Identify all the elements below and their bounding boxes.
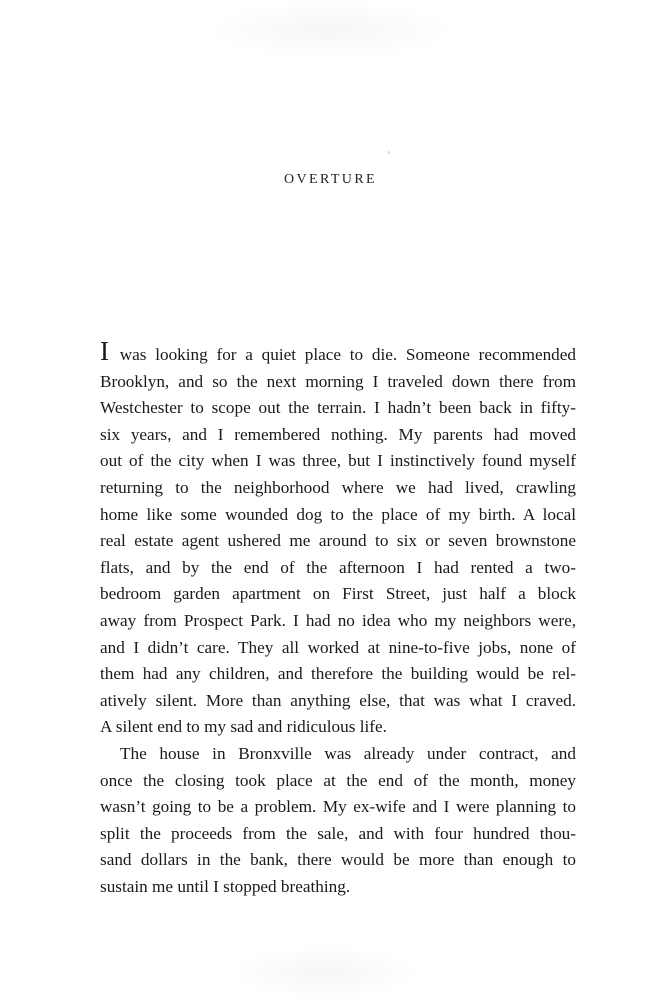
paragraph xyxy=(100,741,576,901)
scan-smudge-bottom xyxy=(230,945,420,1000)
text-line: The house in Bronxville was already under contract, and xyxy=(120,743,576,763)
text-line: flats, and by the end of the afternoon I had rented a two- xyxy=(100,557,576,577)
text-line: six years, and I remembered nothing. My parents had moved xyxy=(100,424,576,444)
chapter-title: OVERTURE xyxy=(283,172,378,187)
body-text xyxy=(100,336,576,900)
text-line: Brooklyn, and so the next morning I traveled down there from xyxy=(100,371,576,391)
text-line: sustain me until I stopped breathing. xyxy=(100,876,351,896)
text-line: them had any children, and therefore the building would be rel- xyxy=(100,664,576,684)
text-line: once the closing took place at the end of the month, money xyxy=(100,770,576,790)
text-line-rest: was looking for a quiet place to die. Someone recommended xyxy=(111,345,576,364)
text-line: returning to the neighborhood where we had lived, crawling xyxy=(100,477,576,497)
text-line: away from Prospect Park. I had no idea who my neighbors were, xyxy=(100,610,576,630)
paragraph xyxy=(100,336,576,741)
text-line: wasn’t going to be a problem. My ex-wife and I were planning to xyxy=(100,797,576,817)
text-line: out of the city when I was three, but I instinctively found myself xyxy=(100,451,576,471)
text-line: real estate agent ushered me around to six or seven brownstone xyxy=(100,531,576,551)
text-line: and I didn’t care. They all worked at nine-to-five jobs, none of xyxy=(100,637,576,657)
text-line: A silent end to my sad and ridiculous life. xyxy=(100,717,387,737)
drop-cap: I xyxy=(100,336,109,366)
text-line: sand dollars in the bank, there would be more than enough to xyxy=(100,850,576,870)
text-line: atively silent. More than anything else, that was what I craved. xyxy=(100,690,576,710)
text-line: home like some wounded dog to the place of my birth. A local xyxy=(100,504,576,524)
scan-smudge-top xyxy=(205,0,455,60)
text-line: bedroom garden apartment on First Street, just half a block xyxy=(100,584,576,604)
text-line xyxy=(100,336,576,369)
text-line: Westchester to scope out the terrain. I hadn’t been back in fifty- xyxy=(100,398,576,418)
scan-mark: ′ xyxy=(388,150,390,160)
text-line: split the proceeds from the sale, and with four hundred thou- xyxy=(100,823,576,843)
